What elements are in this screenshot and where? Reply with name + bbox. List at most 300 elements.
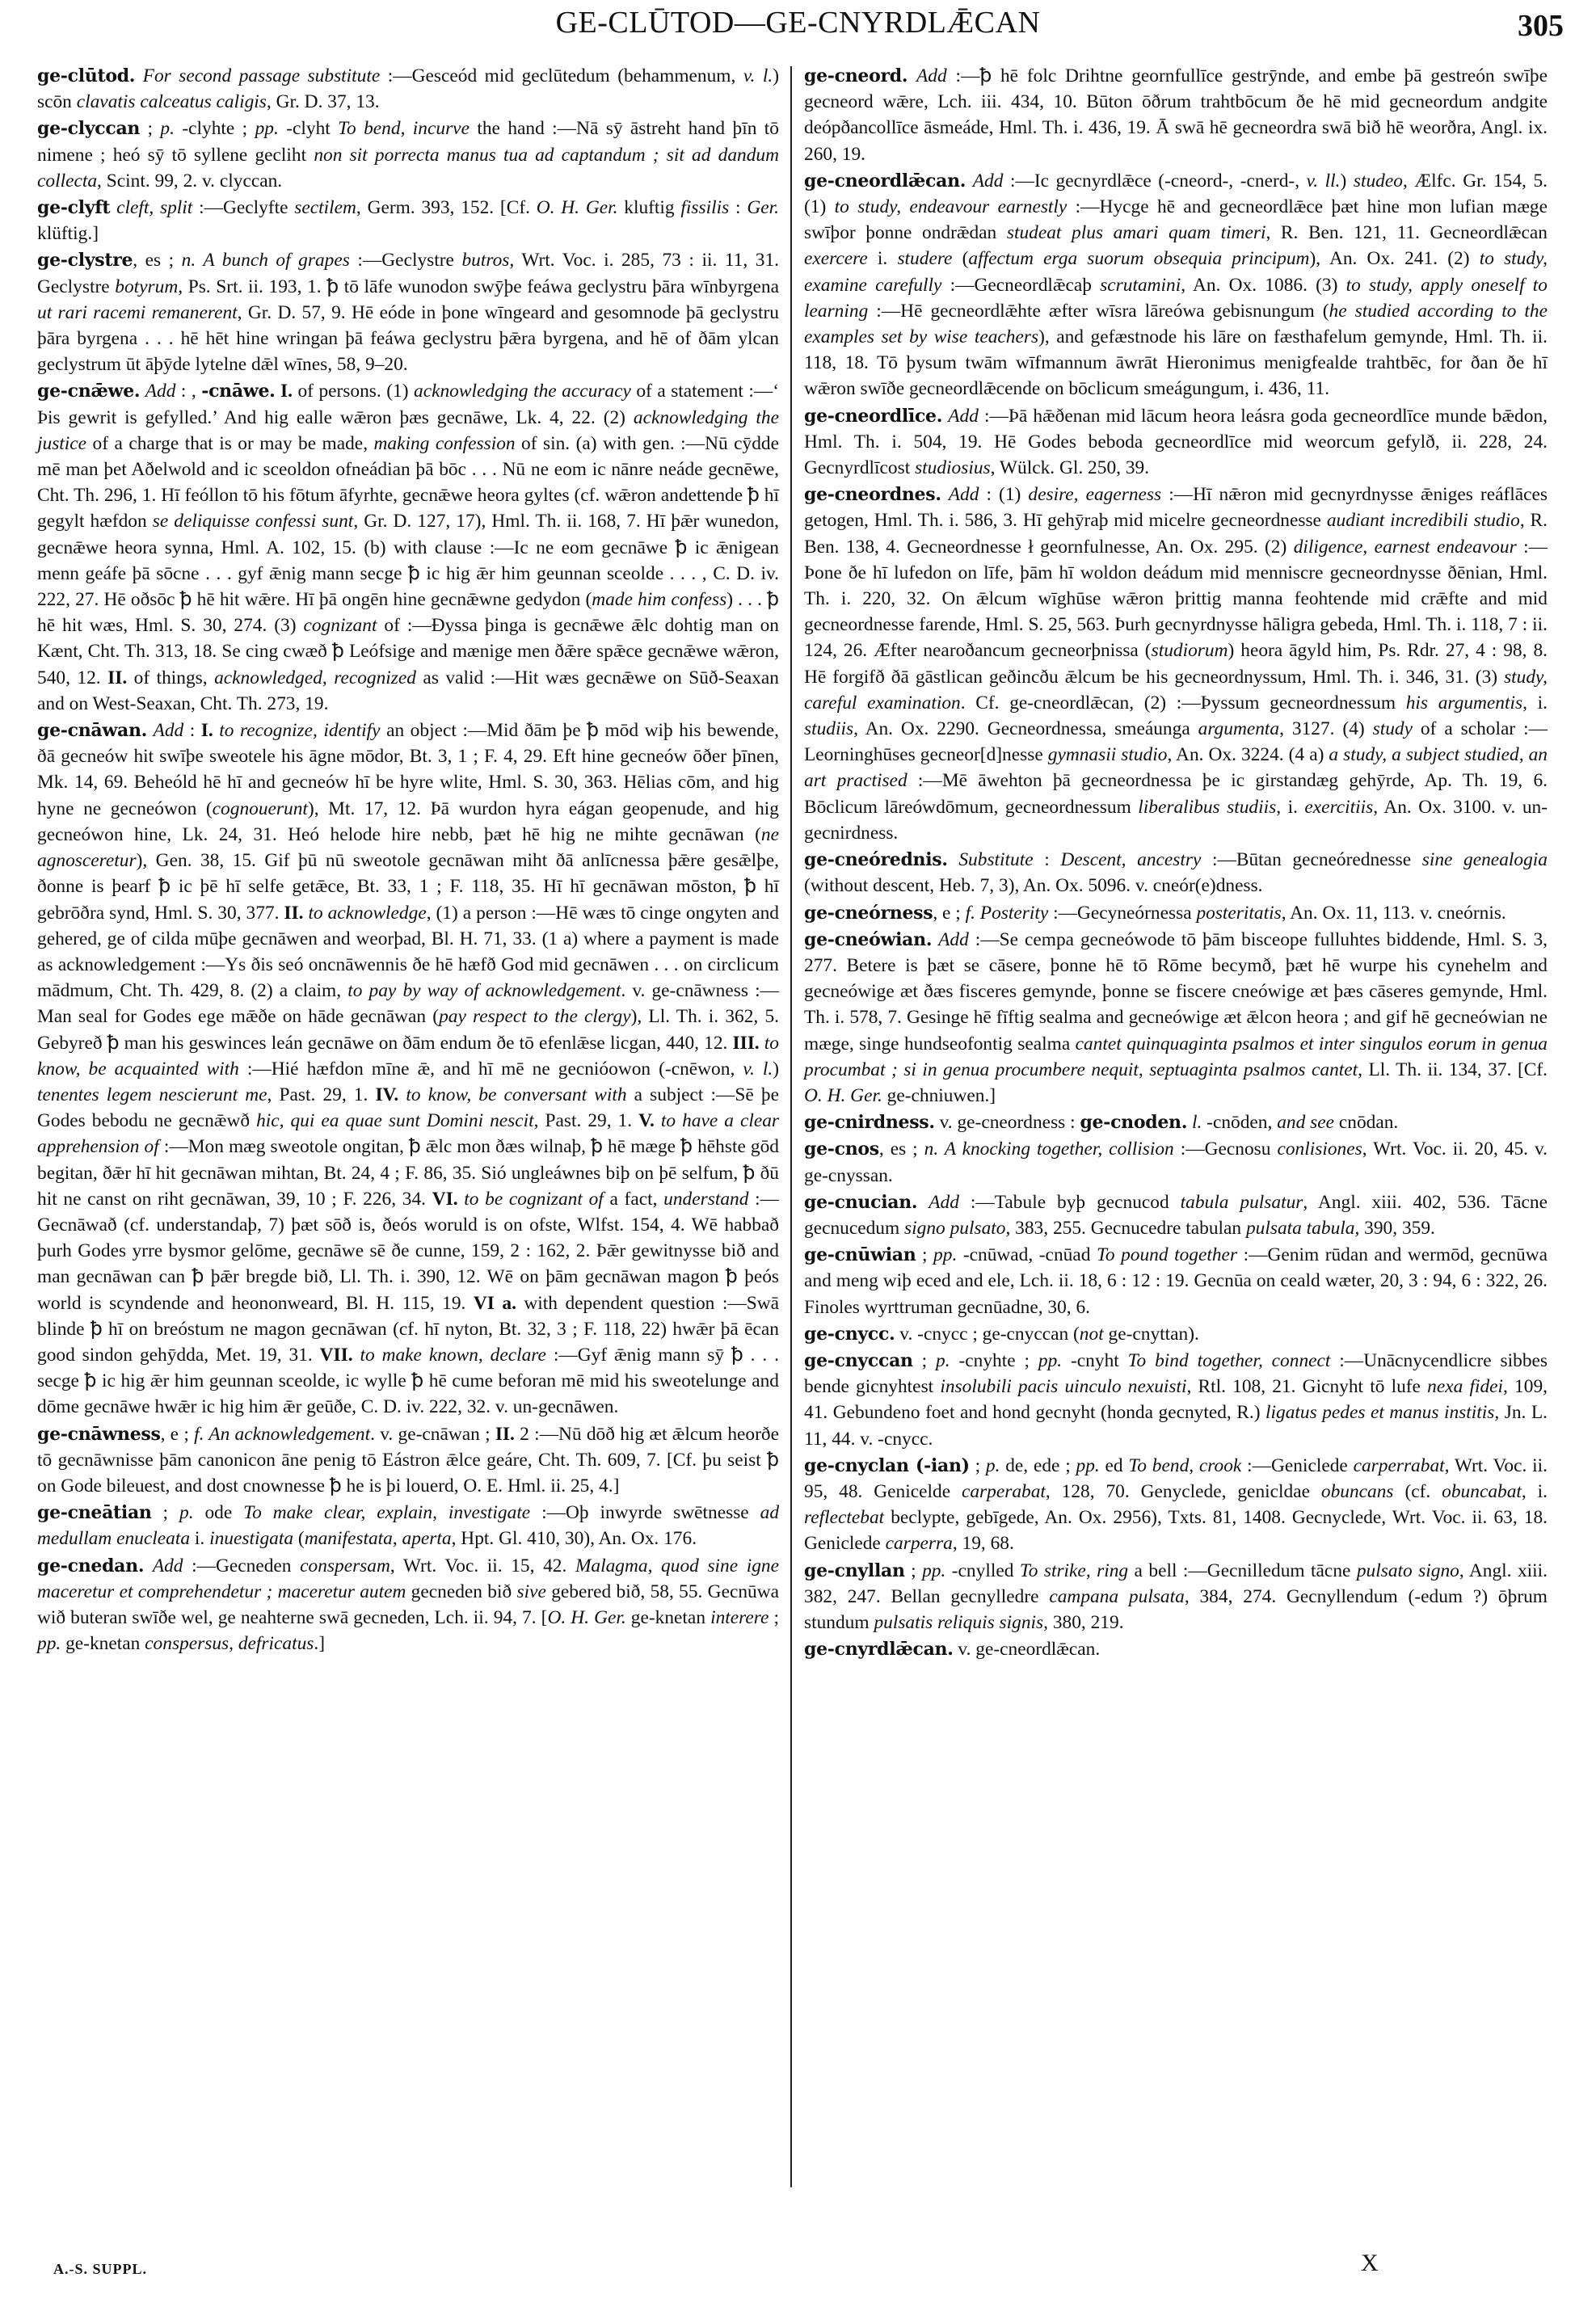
entry-text: :—Gecneordlǣcaþ <box>941 274 1101 296</box>
entry-text: ; <box>769 1606 779 1628</box>
signature-mark: A.-S. SUPPL. <box>53 2261 148 2277</box>
entry-italic-text: pulsatis reliquis signis <box>874 1611 1044 1633</box>
entry-italic-text: pp. <box>1038 1349 1063 1371</box>
entry-text: ) heora āgyld him, Ps. Rdr. 27, 4 : 98, 8. Hē forgifð ðā gāstlican geðincðu ǣlcum be his gecneordnyssum, Hml. Th. i. 346, 31. (3) <box>804 640 1548 688</box>
entry-italic-text: To make clear, explain, investigate <box>243 1502 531 1524</box>
entry-sense-number: VI. <box>432 1188 458 1210</box>
entry-text: :—Tabule byþ gecnucod <box>958 1191 1181 1213</box>
dictionary-entry <box>804 927 1548 1109</box>
entry-text: :—Ic gecnyrdlǣce (-cneord-, -cnerd-, <box>1003 170 1307 192</box>
entry-text <box>948 849 959 870</box>
entry-headword: ge-cneordnes. <box>804 484 941 506</box>
entry-italic-text: For second passage substitute <box>142 65 381 86</box>
entry-text: ), Ll. Th. i. 362, 5. Gebyreð ꝥ man his geswinces leán gecnāwe on ðām endum ðe tō efenlǣse licgan, 440, 12. <box>37 1006 779 1054</box>
entry-text: ) scōn <box>37 65 780 113</box>
entry-text: of persons. (1) <box>292 381 414 402</box>
entry-italic-text: To bend, incurve <box>338 118 470 140</box>
dictionary-entry <box>804 900 1548 926</box>
entry-text <box>655 1110 661 1131</box>
entry-italic-text: clavatis calceatus caligis <box>76 91 267 113</box>
entry-italic-text: to study, examine carefully <box>804 248 1548 296</box>
running-title: GE-CLŪTOD—GE-CNYRDLǢCAN <box>555 6 1041 40</box>
entry-text: 2 :—Nū dōð hig æt ǣlcum heorðe tō gecnāwnisse þām canonicon āne penig tō Eástron ǣlce geáre, Cht. Th. 609, 7. [Cf. þu seist ꝥ on Gode bileuest, and dost cnownesse ꝥ he is þi louerd, O. E. Hml. ii. 25, 4.] <box>37 1423 779 1496</box>
entry-text: , 390, 359. <box>1354 1217 1435 1239</box>
entry-italic-text: O. H. Ger. <box>536 197 618 219</box>
entry-text: , Ll. Th. ii. 134, 37. [Cf. <box>1358 1059 1548 1080</box>
entry-text: :—Se cempa gecneówode tō þām bisceope fulluhtes biddende, Hml. S. 3, 277. Betere is þæt se cāsere, þonne hē tō Rōme becymð, þæt hē wurpe his cynehelm and gecneówige æt ðæs fisceres gemynde, þonne se fiscere cneówige æt þæs cāseres gemynde, Hml. Th. i. 578, 7. Gesinge hē fīftig sealma and gecneówige æt ǣlcon heora ; and gif hē gecneówian ne mæge, singe hundseofontig sealma <box>804 928 1548 1054</box>
entry-text: , An. Ox. 2290. Gecneordnessa, smeáunga <box>853 718 1198 740</box>
entry-text: , An. Ox. 11, 113. v. cneórnis. <box>1281 902 1506 924</box>
entry-sense-number: VI a. <box>473 1292 516 1314</box>
entry-italic-text: O. H. Ger. <box>547 1606 626 1628</box>
entry-text <box>907 65 916 86</box>
entry-text: , 384, 274. Gecnyllendum (-edum ?) ōþrum stundum <box>804 1585 1548 1633</box>
entry-text: : <box>1033 849 1061 871</box>
entry-italic-text: pulsata tabula <box>1245 1217 1355 1239</box>
entry-text: ge-chniuwen.] <box>882 1084 996 1106</box>
entry-italic-text: f. Posterity <box>965 902 1049 924</box>
entry-text: :—Būtan gecneórednesse <box>1201 849 1422 871</box>
entry-text: , Past. 29, 1. <box>267 1084 376 1105</box>
entry-headword: ge-cnedan. <box>37 1555 145 1576</box>
entry-headword: ge-cnos <box>804 1139 879 1160</box>
entry-text: -clyhte ; <box>174 118 255 140</box>
entry-text: , es ; <box>133 250 182 272</box>
entry-text <box>941 484 949 505</box>
entry-italic-text: a study, a subject studied, an art practised <box>804 744 1548 792</box>
entry-text: gecneden bið <box>406 1581 517 1602</box>
entry-text: i. <box>867 248 898 270</box>
entry-text: :—Gecnosu <box>1173 1139 1278 1160</box>
entry-italic-text: posteritatis <box>1196 902 1282 924</box>
entry-text: of a statement :—‘ Þis gewrit is gefylled.’ And hig ealle wǣron þæs gecnāwe, Lk. 4, 22. (2) <box>37 381 779 428</box>
entry-text: beclypte, gebīgede, An. Ox. 2956), Txts. 81, 1408. Gecnyclede, Wrt. Voc. ii. 63, 18. Geniclede <box>804 1507 1548 1555</box>
entry-text: v. ge-cneordness : <box>934 1112 1080 1134</box>
entry-italic-text: pp. <box>1076 1454 1100 1476</box>
entry-italic-text: l. <box>1191 1112 1202 1134</box>
entry-italic-text: manifestata, aperta <box>304 1528 452 1550</box>
entry-italic-text: pay respect to the clergy <box>439 1006 631 1028</box>
entry-text: of a charge that is or may be made, <box>86 432 374 454</box>
entry-text: :—Gesceód mid geclūtedum (behammenum, <box>380 65 743 86</box>
entry-text: , Ælfc. Gr. 154, 5. (1) <box>804 170 1548 218</box>
entry-italic-text: pp. <box>255 118 279 140</box>
entry-italic-text: interere <box>710 1606 769 1628</box>
entry-text: : <box>729 197 747 219</box>
entry-text: , Scint. 99, 2. v. clyccan. <box>97 170 283 192</box>
entry-text: -cnūwad, -cnūad <box>957 1244 1097 1266</box>
entry-text: , Hpt. Gl. 410, 30), An. Ox. 176. <box>451 1528 697 1550</box>
entry-text: of sin. (a) with gen. :—Nū cȳdde mē man þet Aðelwold and ic sceoldon ofneádian þā bōc . . . Nū ne eom ic nānre neáde gecnēwe, Cht. Th. 296, 1. Hī feóllon tō his fōtum āfyrhte, gecnǣwe heora gyltes (cf. wǣron andettende ꝥ hī gegylt hæfdon <box>37 432 779 532</box>
entry-italic-text: acknowledged, recognized <box>214 667 416 688</box>
entry-italic-text: to have a clear apprehension of <box>37 1110 780 1158</box>
entry-italic-text: audiant incredibili studio <box>1326 510 1520 532</box>
entry-text: , Gr. D. 127, 17), Hml. Th. ii. 168, 7. Hī þǣr wunedon, gecnǣwe heora synna, Hml. A. 102, 15. (b) with clause :—Ic ne eom gecnāwe ꝥ ic ǣnigean menn geáfe þā sōcne . . . gyf ǣnig mann secge ꝥ ic hig ǣr him geunnan sceolde . . . , C. D. iv. 222, 27. Hē oðsōc ꝥ hē hit wǣre. Hī þā ongēn hine gecnǣwne gedydon ( <box>37 511 779 611</box>
entry-headword: -cnāwe. <box>201 381 276 402</box>
entry-italic-text: ad medullam enucleata <box>37 1502 780 1550</box>
entry-text <box>144 1555 153 1576</box>
entry-italic-text: liberalibus studiis <box>1138 796 1277 818</box>
entry-italic-text: studiorum <box>1151 640 1228 662</box>
dictionary-entry <box>37 195 779 246</box>
entry-text: , Jn. L. 11, 44. v. -cnycc. <box>804 1402 1548 1450</box>
entry-italic-text: v. l. <box>743 1058 773 1080</box>
entry-headword: ge-cneórednis. <box>804 849 948 871</box>
entry-text: -cnyhte ; <box>950 1349 1038 1371</box>
dictionary-entry <box>804 1348 1548 1452</box>
entry-text: ; <box>969 1454 986 1476</box>
dictionary-entry <box>804 1136 1548 1188</box>
entry-text: , Wrt. Voc. ii. 15, 42. <box>390 1555 575 1576</box>
entry-italic-text: conspersam <box>300 1555 390 1576</box>
entry-italic-text: exercere <box>804 248 868 270</box>
entry-italic-text: gymnasii studio <box>1047 744 1168 766</box>
entry-italic-text: to acknowledge <box>308 902 427 924</box>
entry-text: , Gr. D. 57, 9. Hē eóde in þone wīngeard and gesomnode þā geclystru þāra byrgena . . . hē hēt hine wringan þā feáwa geclystru þǣra byrgena, and hē of ðām ylcan geclystrum ūt āþȳde lytelne dǣl wīnes, 58, 9–20. <box>37 301 779 376</box>
entry-text: , Germ. 393, 152. [Cf. <box>356 197 537 219</box>
entry-text <box>110 197 116 218</box>
entry-headword: ge-cneordlǣcan. <box>804 170 966 192</box>
entry-text: , i. <box>1522 692 1548 714</box>
entry-text <box>353 1345 360 1366</box>
dictionary-entry <box>804 1109 1548 1135</box>
entry-sense-number: VII. <box>319 1344 353 1366</box>
entry-text: :—Þā hǣðenan mid lācum heora leásra goda gecneordlīce munde bǣdon, Hml. Th. i. 504, 19. Hē Godes beboda gecneordlīce mid weorcum gefylð, ii. 228, 24. Gecnyrdlīcost <box>804 405 1548 479</box>
entry-text: , Wrt. Voc. ii. 95, 48. Genicelde <box>804 1454 1548 1502</box>
entry-text: , Past. 29, 1. <box>533 1110 639 1132</box>
entry-text: ge-knetan <box>61 1633 145 1655</box>
entry-text: -clyht <box>278 118 339 140</box>
entry-italic-text: to make known, declare <box>360 1344 546 1366</box>
entry-text: , Wrt. Voc. i. 285, 73 : ii. 11, 31. Geclystre <box>37 250 779 297</box>
entry-text: ; <box>140 118 161 140</box>
entry-italic-text: To bind together, connect <box>1127 1349 1331 1371</box>
entry-italic-text: ligatus pedes et manus institis <box>1265 1402 1495 1424</box>
entry-text: :—Geclyfte <box>192 197 295 219</box>
entry-text: with dependent question :—Swā blinde ꝥ hī on breóstum ne magon gecnāwan (cf. hī nyton, Bt. 32, 3 ; F. 118, 22) hwǣr þā ēcan good sindon gehȳdda, Met. 19, 31. <box>37 1292 780 1366</box>
entry-text: ), Mt. 17, 12. Þā wurdon hyra eágan geopenude, and hig gecneówon hine, Lk. 24, 31. Heó helode hire nebb, þæt hē hig ne mihte gecnāwan ( <box>37 798 779 845</box>
entry-italic-text: Substitute <box>958 849 1034 871</box>
entry-sense-number: II. <box>107 667 128 688</box>
entry-text: -cnylled <box>945 1560 1020 1581</box>
entry-text: , e ; <box>933 902 966 924</box>
entry-italic-text: se deliquisse confessi sunt <box>152 511 354 532</box>
entry-text: :—Gecyneórnessa <box>1048 902 1197 924</box>
entry-headword: ge-cnoden. <box>1080 1112 1188 1134</box>
dictionary-entry <box>37 247 779 377</box>
entry-italic-text: understand <box>663 1188 749 1210</box>
entry-text: :—Genim rūdan and wermōd, gecnūwa and meng wiþ eced and ele, Lch. ii. 18, 6 : 12 : 19. Gecnūa on ceald wæter, 20, 3 : 94, 6 : 322, 26. Finoles wyrttruman gecnūadne, 30, 6. <box>804 1244 1548 1318</box>
entry-italic-text: diligence, earnest endeavour <box>1293 536 1517 558</box>
entry-italic-text: non sit porrecta manus tua ad captandum ; sit ad dandum collecta <box>37 144 779 192</box>
entry-italic-text: to know, be acquainted with <box>37 1032 779 1080</box>
entry-italic-text: f. An acknowledgement <box>194 1423 371 1445</box>
entry-text: gebered bið, 58, 55. Gecnūwa wið buteran swīðe wel, ge neahterne swā gecneden, Lch. ii. 94, 7. [ <box>37 1581 779 1628</box>
entry-headword: ge-cneórness <box>804 902 933 924</box>
entry-italic-text: ut rari racemi remanerent <box>37 301 238 323</box>
entry-italic-text: Add <box>145 381 176 402</box>
dictionary-entry <box>804 482 1548 846</box>
dictionary-entry <box>804 1558 1548 1636</box>
entry-italic-text: O. H. Ger. <box>804 1084 882 1106</box>
dictionary-entry <box>37 1553 779 1657</box>
dictionary-entry <box>37 718 779 1420</box>
entry-text: , 109, 41. Gebundeno foet and hond gecnyht (honda gecnyted, R.) <box>804 1376 1548 1424</box>
entry-headword: ge-cnyccan <box>804 1349 913 1371</box>
entry-headword: ge-clystre <box>37 250 133 272</box>
entry-text: the hand :—Nā sȳ āstreht hand þīn tō nimene ; heó sȳ tō syllene gecliht <box>37 118 779 166</box>
entry-italic-text: exercitiis <box>1304 796 1374 818</box>
entry-text: , R. Ben. 138, 4. Gecneordnesse ł geornfulnesse, An. Ox. 295. (2) <box>804 510 1548 558</box>
entry-italic-text: making confession <box>373 432 516 454</box>
entry-text: , Angl. xiii. 402, 536. Tācne gecnucedum <box>804 1191 1548 1239</box>
entry-text: :—Geniclede <box>1241 1454 1354 1476</box>
entry-text: :—Gyf ǣnig mann sȳ ꝥ . . . secge ꝥ ic hig ǣr him geunnan sceolde, ic wylle ꝥ hē cume beforan mē mid his sweotelunge and dōme gecnāwe hwǣr ic hig him ǣr geūðe, C. D. iv. 222, 32. v. un-gecnāwen. <box>37 1344 779 1418</box>
entry-text: ) <box>773 1058 779 1080</box>
entry-text: : (1) <box>979 484 1029 506</box>
entry-italic-text: study <box>1372 718 1413 740</box>
entry-italic-text: butros <box>461 250 510 272</box>
entry-sense-number: V. <box>638 1110 655 1132</box>
entry-text: :—Mē āwehton þā gecneordnessa þe ic girstandæg gehȳrde, Ap. Th. 19, 6. Bōclicum lāreówdōmum, gecneordnessum <box>804 770 1548 818</box>
entry-italic-text: study, careful examination <box>804 666 1548 714</box>
entry-text: :—Geclystre <box>349 250 462 272</box>
entry-headword: ge-cneówian. <box>804 928 933 950</box>
entry-text: (without descent, Heb. 7, 3), An. Ox. 5096. v. cneór(e)dness. <box>804 875 1263 897</box>
entry-text <box>966 170 973 192</box>
entry-text: , Rtl. 108, 21. Gicnyht tō lufe <box>1186 1376 1428 1398</box>
entry-italic-text: ne agnosceretur <box>37 823 779 872</box>
entry-italic-text: p. <box>985 1454 1000 1476</box>
entry-italic-text: tenentes legem nescierunt me <box>37 1084 267 1105</box>
entry-italic-text: his argumentis <box>1405 692 1523 714</box>
entry-text: as valid :—Hit wæs gecnǣwe on Sūð-Seaxan and on West-Seaxan, Cht. Th. 273, 19. <box>37 667 780 714</box>
entry-text: kluftig <box>617 197 681 219</box>
entry-italic-text: To pound together <box>1096 1244 1238 1266</box>
entry-italic-text: carperrabat <box>1353 1454 1445 1476</box>
entry-text: :—Oþ inwyrde swētnesse <box>530 1502 760 1524</box>
entry-italic-text: pp. <box>922 1560 946 1581</box>
entry-text: klüftig.] <box>37 223 99 245</box>
entry-text: , 383, 255. Gecnucedre tabulan <box>1005 1217 1246 1239</box>
dictionary-entry <box>37 378 779 717</box>
entry-italic-text: obuncans <box>1320 1480 1394 1502</box>
entry-text: i. <box>190 1528 210 1550</box>
entry-italic-text: Malagma, quod sine igne maceretur et comprehendetur ; maceretur autem <box>37 1555 779 1602</box>
entry-text: , Ps. Srt. ii. 193, 1. ꝥ tō lāfe wunodon swȳþe feáwa geclystru þāra wīnbyrgena <box>178 276 779 297</box>
entry-text <box>135 65 143 86</box>
entry-text: , 128, 70. Genyclede, genicldae <box>1045 1480 1321 1502</box>
entry-headword: ge-cnirdness. <box>804 1112 935 1134</box>
entry-italic-text: studiosius <box>915 457 991 479</box>
dictionary-entry <box>804 1636 1548 1662</box>
entry-sense-number: I. <box>280 381 293 402</box>
entry-italic-text: argumenta <box>1198 718 1280 740</box>
entry-headword: ge-cnyrdlǣcan. <box>804 1639 954 1661</box>
entry-italic-text: p. <box>936 1349 950 1371</box>
entry-italic-text: sive <box>516 1581 546 1602</box>
entry-text: ) <box>1340 170 1354 192</box>
entry-text: an object :—Mid ðām þe ꝥ mōd wiþ his bewende, ðā gecneów hit swīþe sweotele his āgne mōdor, Bt. 3, 1 ; F. 4, 29. Eft hine gecneów ōðer þīnen, Mk. 14, 69. Beheóld hē hī and gecneów hī be hyre wlite, Hml. S. 30, 363. Hēlias cōm, and hig hyne ne gecneówon ( <box>37 720 779 819</box>
entry-text: :—Unācnycendlicre sibbes bende gicnyhtest <box>804 1349 1548 1398</box>
entry-text: v. ge-cneordlǣcan. <box>953 1639 1101 1661</box>
entry-italic-text: insolubili pacis uinculo nexuisti <box>940 1376 1187 1398</box>
entry-italic-text: botyrum <box>115 276 179 297</box>
entry-text: , 3127. (4) <box>1279 718 1373 740</box>
gathering-mark: X <box>1361 2250 1379 2276</box>
entry-italic-text: cantet quinquaginta psalmos et inter singulos eorum in genua procumbat ; si in genua procumbere nequit, septuaginta psalmos cantet <box>804 1033 1548 1080</box>
entry-text <box>917 1192 929 1213</box>
entry-text: ge-cnyttan). <box>1103 1323 1199 1345</box>
entry-italic-text: pp. <box>933 1244 958 1266</box>
entry-italic-text: Add <box>929 1191 959 1213</box>
entry-sense-number: I. <box>200 720 213 742</box>
entry-italic-text: sine genealogia <box>1421 849 1548 871</box>
entry-headword: ge-cnyclan (-ian) <box>804 1454 970 1476</box>
entry-italic-text: Add <box>972 170 1004 192</box>
right-column <box>804 63 1548 1663</box>
entry-text: :—ꝥ hē folc Drihtne geornfullīce gestrȳnde, and embe þā gestreón swīþe gecneord wǣre, Lch. iii. 434, 10. Būton ōðrum trahtbōcum ðe hē mid gecneordum andgite deópðancollīce āsmeáde, Hml. Th. i. 436, 19. Ā swā hē gecneordra swā bið hē weorðra, Angl. ix. 260, 19. <box>804 65 1548 165</box>
entry-text: , An. Ox. 1086. (3) <box>1181 274 1346 296</box>
entry-italic-text: studiis <box>804 718 854 740</box>
entry-italic-text: to study, endeavour earnestly <box>834 196 1068 218</box>
entry-text: : , <box>175 381 202 402</box>
entry-italic-text: carperra <box>885 1533 953 1555</box>
entry-text: :—Mon mæg sweotole ongitan, ꝥ ǣlc mon ðæs wilnaþ, ꝥ hē mæge ꝥ hēhste gōd begitan, ðǣr hī hit gecnāwan mihtan, Bt. 24, 4 ; F. 86, 35. Sió ungleáwnes biþ on þē selfum, ꝥ ðū hit ne canst on riht gecnāwan, 39, 10 ; F. 226, 34. <box>37 1136 779 1210</box>
entry-text: , Wrt. Voc. ii. 20, 45. v. ge-cnyssan. <box>804 1139 1548 1186</box>
entry-text: -cnyht <box>1062 1349 1128 1371</box>
entry-text: ode <box>193 1502 244 1524</box>
entry-text: of a scholar :—Leorninghūses gecneor[d]nesse <box>804 718 1548 766</box>
entry-text: . Cf. ge-cneordlǣcan, (2) :—Þyssum gecneordnessum <box>960 692 1406 714</box>
entry-text: , Gr. D. 37, 13. <box>266 91 380 113</box>
dictionary-entry <box>37 1500 779 1551</box>
entry-text: ), An. Ox. 241. (2) <box>1309 248 1480 270</box>
entry-headword: ge-cneātian <box>37 1502 152 1524</box>
dictionary-entry <box>804 168 1548 402</box>
dictionary-entry <box>37 63 779 115</box>
entry-text: . v. ge-cnāwan ; <box>370 1423 495 1445</box>
entry-text: :—Hycge hē and gecneordlǣce þæt hine mon lufian mæge swīþor þonne ondrǣdan <box>804 196 1548 244</box>
dictionary-entry <box>804 403 1548 482</box>
entry-italic-text: to recognize, identify <box>219 720 381 742</box>
entry-text: . v. ge-cnāwness :—Man seal for Godes ege mǣðe on hāde gecnāwan ( <box>37 980 779 1028</box>
entry-italic-text: reflectebat <box>804 1507 885 1529</box>
page-number: 305 <box>1518 9 1564 43</box>
entry-italic-text: v. l. <box>743 65 773 86</box>
entry-italic-text: carperabat <box>961 1480 1046 1502</box>
entry-text: :—Hié hæfdon mīne ǣ, and hī mē ne gecnióowon (-cnēwon, <box>238 1058 743 1080</box>
entry-text: ; <box>912 1349 937 1371</box>
entry-italic-text: signo pulsato <box>904 1217 1006 1239</box>
entry-text: ; <box>904 1560 923 1581</box>
entry-italic-text: to be cognizant of <box>464 1188 604 1210</box>
entry-text: :—Gecnāwað (cf. understandaþ, 7) þæt sōð is, ðeós woruld is on ofste, Wlfst. 154, 4. Wē habbað þurh Godes yrre bysmor gelōme, gecnāwe sē ðe cunne, 159, 2 : 162, 2. Þǣr gewitnysse bið and man gecnāwan can ꝥ þǣr bregde bið, Ll. Th. i. 390, 12. Wē on þām gecnāwan magon ꝥ þeós world is scyndende and heononweard, Bl. H. 115, 19. <box>37 1188 779 1314</box>
entry-text: ), and gefæstnode his lāre on fæsthafelum gemynde, Hml. Th. ii. 118, 18. Tō þysum twām wīfmannum āwrāt Hieronimus menigfealde trahtbēc, for ðan ðe hī wǣron swīðe gecneordlǣcende on bōclicum smeágungum, i. 436, 11. <box>804 326 1548 400</box>
entry-text: , (1) a person :—Hē wæs tō cinge ongyten and gehered, ge of cilda mūþe gecnāwen and weorþad, Bl. H. 71, 33. (1 a) where a payment is made as acknowledgement :—Ys ðis seó oncnāwennis ðe hē hæfð God mid gecnāwen . . . on circlicum mādmum, Cht. Th. 429, 8. (2) a claim, <box>37 902 779 1002</box>
entry-italic-text: made him confess <box>592 589 727 611</box>
entry-italic-text: desire, eagerness <box>1028 484 1162 506</box>
entry-italic-text: Add <box>948 405 979 427</box>
entry-text: ( <box>293 1528 305 1550</box>
entry-text: :—Gecneden <box>183 1555 301 1576</box>
entry-text: ; <box>151 1502 179 1524</box>
dictionary-entry <box>804 63 1548 167</box>
page-header <box>0 0 1596 57</box>
entry-italic-text: p. <box>179 1502 194 1524</box>
dictionary-entry <box>37 116 779 194</box>
entry-text: , 19, 68. <box>952 1533 1014 1555</box>
entry-italic-text: studeo <box>1353 170 1403 192</box>
entry-italic-text: n. A knocking together, collision <box>924 1139 1174 1160</box>
dictionary-entry <box>804 1321 1548 1347</box>
entry-italic-text: tabula pulsatur <box>1180 1191 1303 1213</box>
entry-italic-text: acknowledging the justice <box>37 406 779 454</box>
entry-text: of :—Ðyssa þinga is gecnǣwe ǣlc dohtig man on Kænt, Cht. Th. 313, 18. Se cing cwæð ꝥ Leófsige and mænige men ðǣre spǣce gecnǣwe wǣron, 540, 12. <box>37 615 779 688</box>
entry-italic-text: acknowledging the accuracy <box>414 381 631 402</box>
entry-headword: ge-cnycc. <box>804 1323 895 1345</box>
entry-italic-text: Add <box>938 928 969 950</box>
entry-italic-text: not <box>1079 1323 1104 1345</box>
left-column <box>37 63 779 1657</box>
entry-italic-text: cognouerunt <box>212 798 308 819</box>
entry-headword: ge-cnucian. <box>804 1191 918 1213</box>
dictionary-entry <box>804 1242 1548 1320</box>
entry-italic-text: to know, be conversant with <box>406 1084 627 1105</box>
entry-text: a subject :—Sē þe Godes bebodu ne gecnǣwð <box>37 1084 779 1132</box>
entry-headword: ge-cneord. <box>804 65 908 86</box>
entry-text: , i. <box>1276 796 1305 818</box>
entry-headword: ge-cnūwian <box>804 1244 916 1266</box>
entry-headword: ge-cneordlīce. <box>804 405 943 427</box>
entry-text <box>147 720 154 741</box>
entry-text: , es ; <box>878 1139 924 1160</box>
entry-italic-text: affectum erga suorum obsequia principum <box>968 248 1310 270</box>
entry-text: :—Þone ðe hī lufedon on līfe, þām hī woldon deádum mid menniscre gecneordnysse ðēnian, Hml. Th. i. 220, 32. On ǣlcum wīghūse wǣron þrittig manna feohtende mid crǣfte and mid gecneordnesse farende, Hml. S. 25, 563. Þurh gecnyrdnysse hāligra gebeda, Hml. Th. i. 118, 7 : ii. 124, 26. Æfter nearoðancum gecneorþnissa ( <box>804 536 1548 662</box>
entry-headword: ge-clyft <box>37 197 111 219</box>
entry-text: v. -cnycc ; ge-cnyccan ( <box>895 1323 1080 1345</box>
entry-text: -cnōden, <box>1202 1112 1278 1134</box>
entry-italic-text: n. A bunch of grapes <box>181 250 350 272</box>
entry-italic-text: and see <box>1277 1112 1335 1134</box>
entry-text: , An. Ox. 3224. (4 a) <box>1167 744 1329 766</box>
entry-italic-text: To strike, ring <box>1019 1560 1129 1581</box>
entry-text: ), Gen. 38, 15. Gif þū nū sweotole gecnāwan miht ðā anlīcnessa þǣre gesǣlþe, ðonne is þearf ꝥ ic þē hī selfe getǣce, Bt. 33, 1 ; F. 118, 35. Hī hī gecnāwan mōston, ꝥ hī gebrōðra synd, Hml. S. 30, 377. <box>37 850 779 924</box>
entry-text: ge-knetan <box>625 1606 711 1628</box>
entry-sense-number: II. <box>284 902 304 924</box>
entry-headword: ge-clyccan <box>37 118 141 140</box>
entry-text: , i. <box>1521 1480 1548 1502</box>
entry-italic-text: Add <box>152 1555 183 1576</box>
entry-italic-text: scrutamini <box>1100 274 1181 296</box>
entry-italic-text: Add <box>916 65 947 86</box>
entry-text: a fact, <box>603 1188 664 1210</box>
entry-italic-text: obuncabat <box>1442 1480 1522 1502</box>
entry-text: , e ; <box>160 1423 195 1445</box>
entry-text: ; <box>916 1244 934 1266</box>
entry-italic-text: to study, apply oneself to learning <box>804 274 1548 322</box>
entry-italic-text: pp. <box>37 1633 61 1655</box>
entry-text: ed <box>1099 1454 1129 1476</box>
entry-italic-text: pulsato signo <box>1356 1560 1459 1581</box>
entry-text: , Wülck. Gl. 250, 39. <box>990 457 1150 479</box>
entry-text: ( <box>952 248 969 270</box>
entry-italic-text: hic, qui ea quae sunt Domini nescit <box>256 1110 534 1132</box>
entry-text: ) . . . ꝥ hē hit wæs, Hml. S. 30, 274. (3) <box>37 589 779 637</box>
entry-text: , Angl. xiii. 382, 247. Bellan gecnylledre <box>804 1560 1548 1607</box>
entry-italic-text: he studied according to the examples set by wise teachers <box>804 300 1548 348</box>
entry-text <box>932 929 938 950</box>
